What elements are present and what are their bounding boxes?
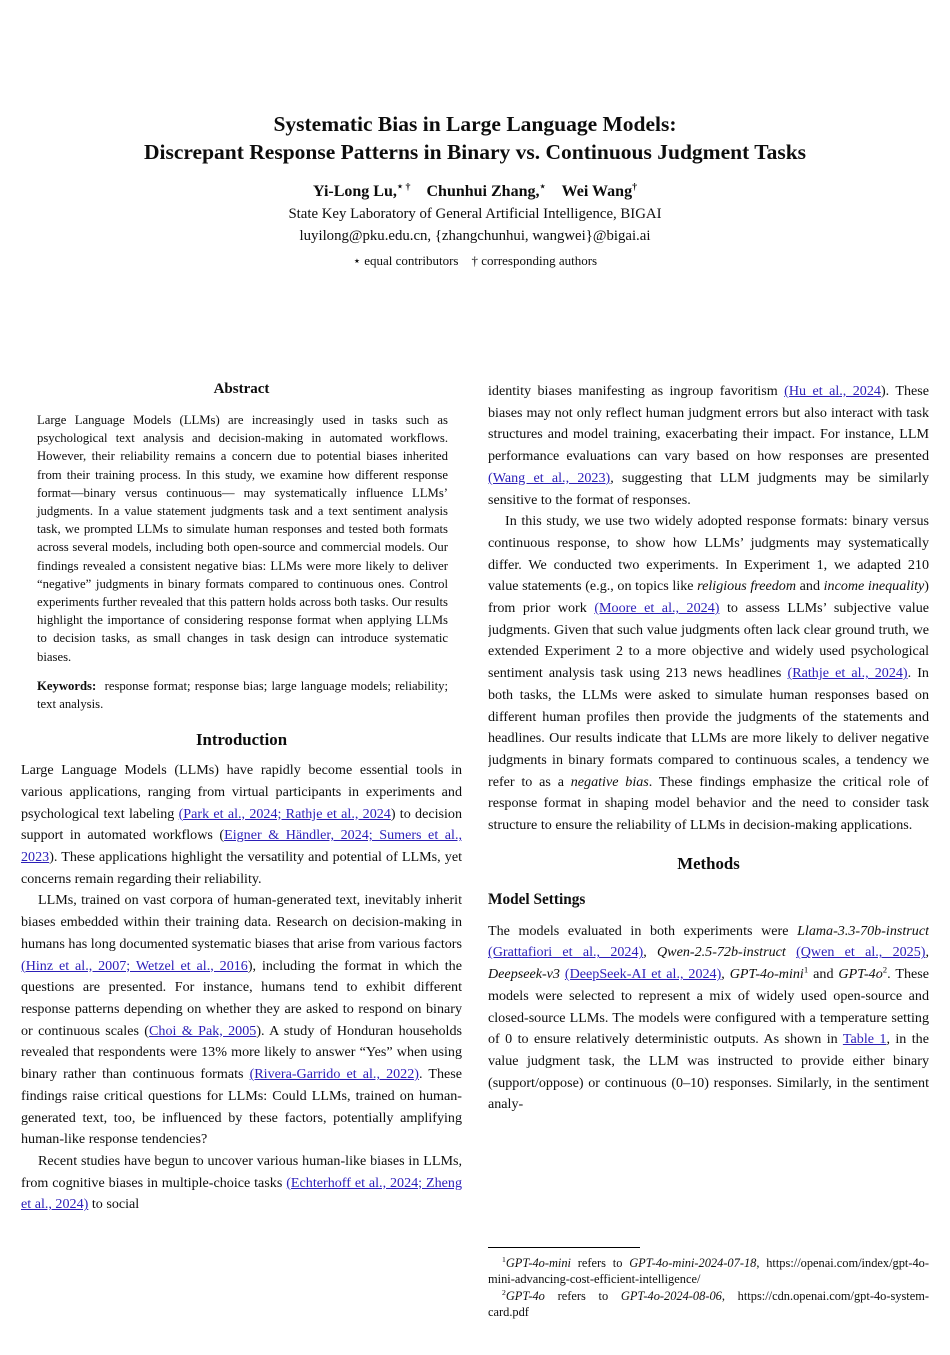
right-column xyxy=(488,381,929,1323)
contributor-note: ⋆ equal contributors † corresponding authors xyxy=(352,253,598,268)
paper-title-line1: Systematic Bias in Large Language Models: xyxy=(273,112,677,136)
citation-link[interactable]: Table 1 xyxy=(842,1031,887,1048)
intro-paragraph-2: LLMs, trained on vast corpora of human-generated text, inevitably inherit biases embedded within their training data. Research on decision-making in humans has long documented systematic biases that arise from various factors (Hinz et al., 2007; Wetzel et al., 2016), including the format in which the questions are presented. For instance, humans tend to exhibit different response patterns depending on whether they are asked to respond on binary or continuous scales (Choi & Pak, 2005). A study of Honduran households revealed that respondents were 13% more likely to answer “Yes” when using binary rather than continuous formats (Rivera-Garrido et al., 2022). These findings raise critical questions for LLMs: Could LLMs, trained on human-generated text, too, be influenced by these factors, potentially amplifying human-like response tendencies? xyxy=(21,892,462,1148)
two-column-body xyxy=(0,381,950,1323)
title-block xyxy=(0,0,950,269)
affiliation: State Key Laboratory of General Artificial Intelligence, BIGAI xyxy=(288,206,662,222)
paper-title-line2: Discrepant Response Patterns in Binary vs. Continuous Judgment Tasks xyxy=(143,140,807,164)
citation-link[interactable]: (Hu et al., 2024 xyxy=(784,383,881,399)
citation-link[interactable]: (Park et al., 2024; Rathje et al., 2024 xyxy=(178,805,391,822)
citation-link[interactable]: (Wang et al., 2023) xyxy=(488,469,611,486)
authors-line: Yi-Long Lu,⋆ † Chunhui Zhang,⋆ Wei Wang† xyxy=(312,181,638,200)
footnotes-block xyxy=(488,1247,929,1323)
citation-link[interactable]: Eigner & Händler, 2024; Sumers et al., 2023 xyxy=(21,827,462,866)
intro-paragraph-4: identity biases manifesting as ingroup favoritism (Hu et al., 2024). These biases may not only reflect human judgment errors but also interact with task structures and model training, exacerbating their impact. For instance, LLM performance evaluations can vary based on how responses are presented (Wang et al., 2023), suggesting that LLM judgments may be similarly sensitive to the format of responses. xyxy=(488,383,929,508)
footnote-separator xyxy=(488,1247,640,1248)
abstract-heading: Abstract xyxy=(213,381,270,397)
citation-link[interactable]: (Moore et al., 2024) xyxy=(594,600,720,617)
citation-link[interactable]: (Grattafiori et al., 2024) xyxy=(488,944,644,961)
keywords-line: Keywords: response format; response bias; large language models; reliability; text analysis. xyxy=(37,678,448,712)
intro-paragraph-5: In this study, we use two widely adopted response formats: binary versus continuous response, to show how LLMs’ judgments may systematically differ. We conducted two experiments. In Experiment 1, we adapted 210 value statements (e.g., on topics like religious freedom and income inequality) from prior work (Moore et al., 2024) to assess LLMs’ subjective value judgments. Given that such value judgments often lack clear ground truth, we extended Experiment 2 to a more objective and widely used psychological sentiment analysis task using 213 news headlines (Rathje et al., 2024). In both tasks, the LLMs were asked to simulate human responses based on different human profiles then provide the judgments of the statements and headlines. Our results indicate that LLMs are more likely to deliver negative judgments in binary formats compared to continuous scales, a tendency we refer to as a negative bias. These findings emphasize the critical role of response format in shaping model behavior and the need to consider task structure to ensure the reliability of LLMs in decision-making applications. xyxy=(488,513,929,834)
intro-paragraph-3: Recent studies have begun to uncover various human-like biases in LLMs, from cognitive biases in multiple-choice tasks (Echterhoff et al., 2024; Zheng et al., 2024) to social xyxy=(21,1152,462,1213)
footnote-1: $^1$GPT-4o-mini refers to GPT-4o-mini-2024-07-18, https://openai.com/index/gpt-4o-mini-advancing-cost-efficient-intelligence/ xyxy=(488,1254,929,1287)
model-settings-paragraph: The models evaluated in both experiments were Llama-3.3-70b-instruct (Grattafiori et al., 2024), Qwen-2.5-72b-instruct (Qwen et al., 2025), Deepseek-v3 (DeepSeek-AI et al., 2024), GPT-4o-mini$^1$ and GPT-$4o^2$. These models were selected to represent a mix of widely used open-source and closed-source LLMs. The models were configured with a temperature setting of 0 to ensure relatively deterministic outputs. As shown in Table 1, in the value judgment task, the LLM was instructed to provide either binary (support/oppose) or continuous (0–10) responses. Similarly, in the sentiment analy- xyxy=(488,922,929,1113)
section-heading-methods: Methods xyxy=(677,853,740,873)
citation-link[interactable]: (Rivera-Garrido et al., 2022) xyxy=(249,1066,419,1083)
citation-link[interactable]: Choi & Pak, 2005 xyxy=(149,1022,257,1039)
section-heading-introduction: Introduction xyxy=(195,730,288,750)
citation-link[interactable]: (Hinz et al., 2007; Wetzel et al., 2016 xyxy=(21,957,248,974)
author-emails: luyilong@pku.edu.cn, {zhangchunhui, wangwei}@bigai.ai xyxy=(299,228,651,244)
left-column xyxy=(21,381,462,1323)
abstract-text: Large Language Models (LLMs) are increasingly used in tasks such as psychological text analysis and decision-making in automated workflows. However, their reliability remains a concern due to potential biases inherited from their training process. In this study, we examine how different response format—binary versus continuous— may systematically influence LLMs’ judgments. In a value statement judgments task and a text sentiment analysis task, we prompted LLMs to simulate human responses and tested both formats across several models, including both open-source and commercial models. Our findings revealed a consistent negative bias: LLMs were more likely to deliver “negative” judgments in binary formats compared to continuous ones. Control experiments further revealed that this pattern holds across both tasks. Our results highlight the importance of considering response format when applying LLMs to decision tasks, as small changes in task design can introduce systematic biases. xyxy=(37,413,448,664)
citation-link[interactable]: (Qwen et al., 2025) xyxy=(796,944,926,961)
intro-paragraph-1: Large Language Models (LLMs) have rapidly become essential tools in various applications, ranging from virtual participants in experiments and psychological text labeling (Park et al., 2024; Rathje et al., 2024) to decision support in automated workflows (Eigner & Händler, 2024; Sumers et al., 2023). These applications highlight the versatility and potential of LLMs, yet concerns remain regarding their reliability. xyxy=(21,762,462,887)
footnote-2: $^2$GPT-4o refers to GPT-4o-2024-08-06, https://cdn.openai.com/gpt-4o-system-card.pdf xyxy=(488,1287,929,1320)
citation-link[interactable]: (Rathje et al., 2024) xyxy=(787,665,908,682)
subsection-heading-model-settings: Model Settings xyxy=(488,890,586,908)
citation-link[interactable]: (DeepSeek-AI et al., 2024) xyxy=(564,966,722,983)
citation-link[interactable]: (Echterhoff et al., 2024; Zheng et al., 2024) xyxy=(21,1174,462,1213)
